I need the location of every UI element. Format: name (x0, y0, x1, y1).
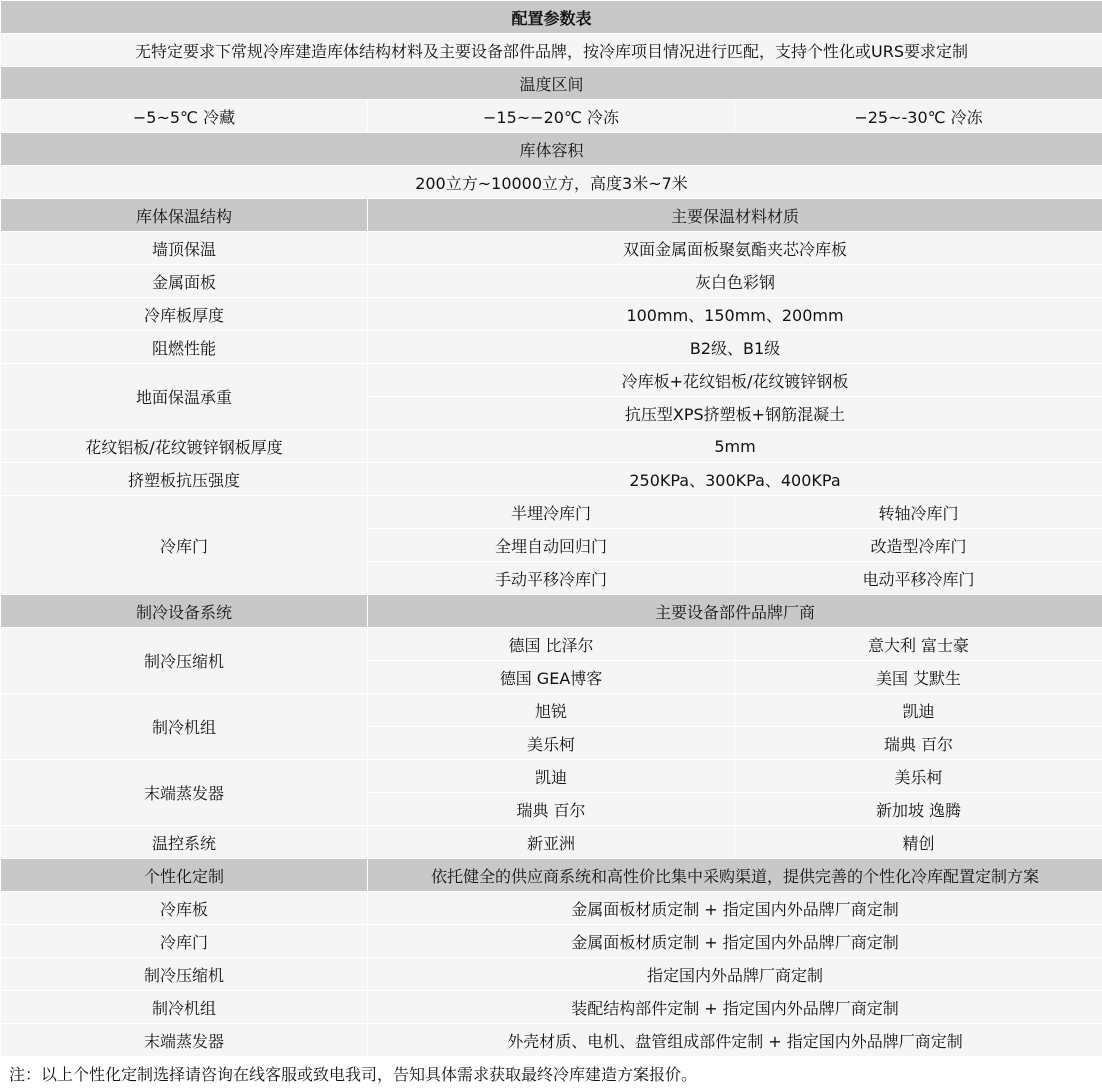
custom-header-row (1, 859, 1102, 892)
custom-header-right: 依托健全的供应商系统和高性价比集中采购渠道，提供完善的个性化冷库配置定制方案 (368, 859, 1102, 892)
row-value: 灰白色彩钢 (368, 265, 1102, 298)
row-value: 指定国内外品牌厂商定制 (368, 958, 1102, 991)
table-row (1, 925, 1102, 958)
title-row (1, 1, 1102, 34)
row-value: 新加坡 逸腾 (735, 793, 1102, 826)
row-value: 德国 GEA博客 (368, 661, 735, 694)
row-value: 美乐柯 (368, 727, 735, 760)
row-value: 冷库板+花纹铝板/花纹镀锌钢板 (368, 364, 1102, 397)
temperature-row (1, 100, 1102, 133)
row-value: 瑞典 百尔 (735, 727, 1102, 760)
table-row (1, 265, 1102, 298)
row-value: 德国 比泽尔 (368, 628, 735, 661)
table-row (1, 232, 1102, 265)
temperature-header-row (1, 67, 1102, 100)
row-value: 旭锐 (368, 694, 735, 727)
row-value: 金属面板材质定制 + 指定国内外品牌厂商定制 (368, 925, 1102, 958)
table-title: 配置参数表 (1, 1, 1102, 34)
table-subtitle: 无特定要求下常规冷库建造库体结构材料及主要设备部件品牌，按冷库项目情况进行匹配，支持个性化或URS要求定制 (1, 34, 1102, 67)
row-value: B2级、B1级 (368, 331, 1102, 364)
table-row (1, 463, 1102, 496)
row-value: 双面金属面板聚氨酯夹芯冷库板 (368, 232, 1102, 265)
row-label: 冷库门 (1, 496, 368, 595)
row-label: 金属面板 (1, 265, 368, 298)
table-row (1, 430, 1102, 463)
row-label: 冷库门 (1, 925, 368, 958)
table-row (1, 958, 1102, 991)
row-label: 地面保温承重 (1, 364, 368, 430)
row-label: 制冷压缩机 (1, 958, 368, 991)
row-value: 美乐柯 (735, 760, 1102, 793)
table-row (1, 628, 1102, 661)
row-value: 凯迪 (735, 694, 1102, 727)
subtitle-row (1, 34, 1102, 67)
row-value: 抗压型XPS挤塑板+钢筋混凝土 (368, 397, 1102, 430)
table-row (1, 991, 1102, 1024)
row-value: 250KPa、300KPa、400KPa (368, 463, 1102, 496)
insulation-header-left: 库体保温结构 (1, 199, 368, 232)
row-label: 制冷机组 (1, 991, 368, 1024)
row-value: 转轴冷库门 (735, 496, 1102, 529)
row-value: 改造型冷库门 (735, 529, 1102, 562)
row-label: 制冷压缩机 (1, 628, 368, 694)
volume-value: 200立方~10000立方，高度3米~7米 (1, 166, 1102, 199)
note-row (1, 1057, 1102, 1090)
row-value: 金属面板材质定制 + 指定国内外品牌厂商定制 (368, 892, 1102, 925)
row-value: 5mm (368, 430, 1102, 463)
table-row (1, 364, 1102, 397)
row-label: 花纹铝板/花纹镀锌钢板厚度 (1, 430, 368, 463)
footnote: 注：以上个性化定制选择请咨询在线客服或致电我司，告知具体需求获取最终冷库建造方案报价。 (1, 1057, 1102, 1090)
row-value: 装配结构部件定制 + 指定国内外品牌厂商定制 (368, 991, 1102, 1024)
row-value: 手动平移冷库门 (368, 562, 735, 595)
refrigeration-header-right: 主要设备部件品牌厂商 (368, 595, 1102, 628)
insulation-header-right: 主要保温材料材质 (368, 199, 1102, 232)
row-value: 精创 (735, 826, 1102, 859)
row-label: 制冷机组 (1, 694, 368, 760)
row-value: 意大利 富士豪 (735, 628, 1102, 661)
row-label: 末端蒸发器 (1, 760, 368, 826)
insulation-header-row (1, 199, 1102, 232)
temperature-header: 温度区间 (1, 67, 1102, 100)
row-label: 温控系统 (1, 826, 368, 859)
custom-header-left: 个性化定制 (1, 859, 368, 892)
volume-row (1, 166, 1102, 199)
row-label: 墙顶保温 (1, 232, 368, 265)
refrigeration-header-left: 制冷设备系统 (1, 595, 368, 628)
row-label: 阻燃性能 (1, 331, 368, 364)
row-label: 冷库板 (1, 892, 368, 925)
row-value: 外壳材质、电机、盘管组成部件定制 + 指定国内外品牌厂商定制 (368, 1024, 1102, 1057)
temperature-range: −5~5℃ 冷藏 (1, 100, 368, 133)
temperature-range: −15~−20℃ 冷冻 (368, 100, 735, 133)
table-row (1, 1024, 1102, 1057)
row-value: 美国 艾默生 (735, 661, 1102, 694)
table-row (1, 760, 1102, 793)
refrigeration-header-row (1, 595, 1102, 628)
temperature-range: −25~-30℃ 冷冻 (735, 100, 1102, 133)
table-row (1, 496, 1102, 529)
row-value: 100mm、150mm、200mm (368, 298, 1102, 331)
table-row (1, 826, 1102, 859)
row-value: 凯迪 (368, 760, 735, 793)
row-value: 电动平移冷库门 (735, 562, 1102, 595)
table-row (1, 892, 1102, 925)
table-row (1, 331, 1102, 364)
row-value: 半埋冷库门 (368, 496, 735, 529)
volume-header: 库体容积 (1, 133, 1102, 166)
row-value: 全埋自动回归门 (368, 529, 735, 562)
table-row (1, 694, 1102, 727)
row-label: 末端蒸发器 (1, 1024, 368, 1057)
volume-header-row (1, 133, 1102, 166)
row-label: 冷库板厚度 (1, 298, 368, 331)
row-label: 挤塑板抗压强度 (1, 463, 368, 496)
row-value: 新亚洲 (368, 826, 735, 859)
table-row (1, 298, 1102, 331)
row-value: 瑞典 百尔 (368, 793, 735, 826)
